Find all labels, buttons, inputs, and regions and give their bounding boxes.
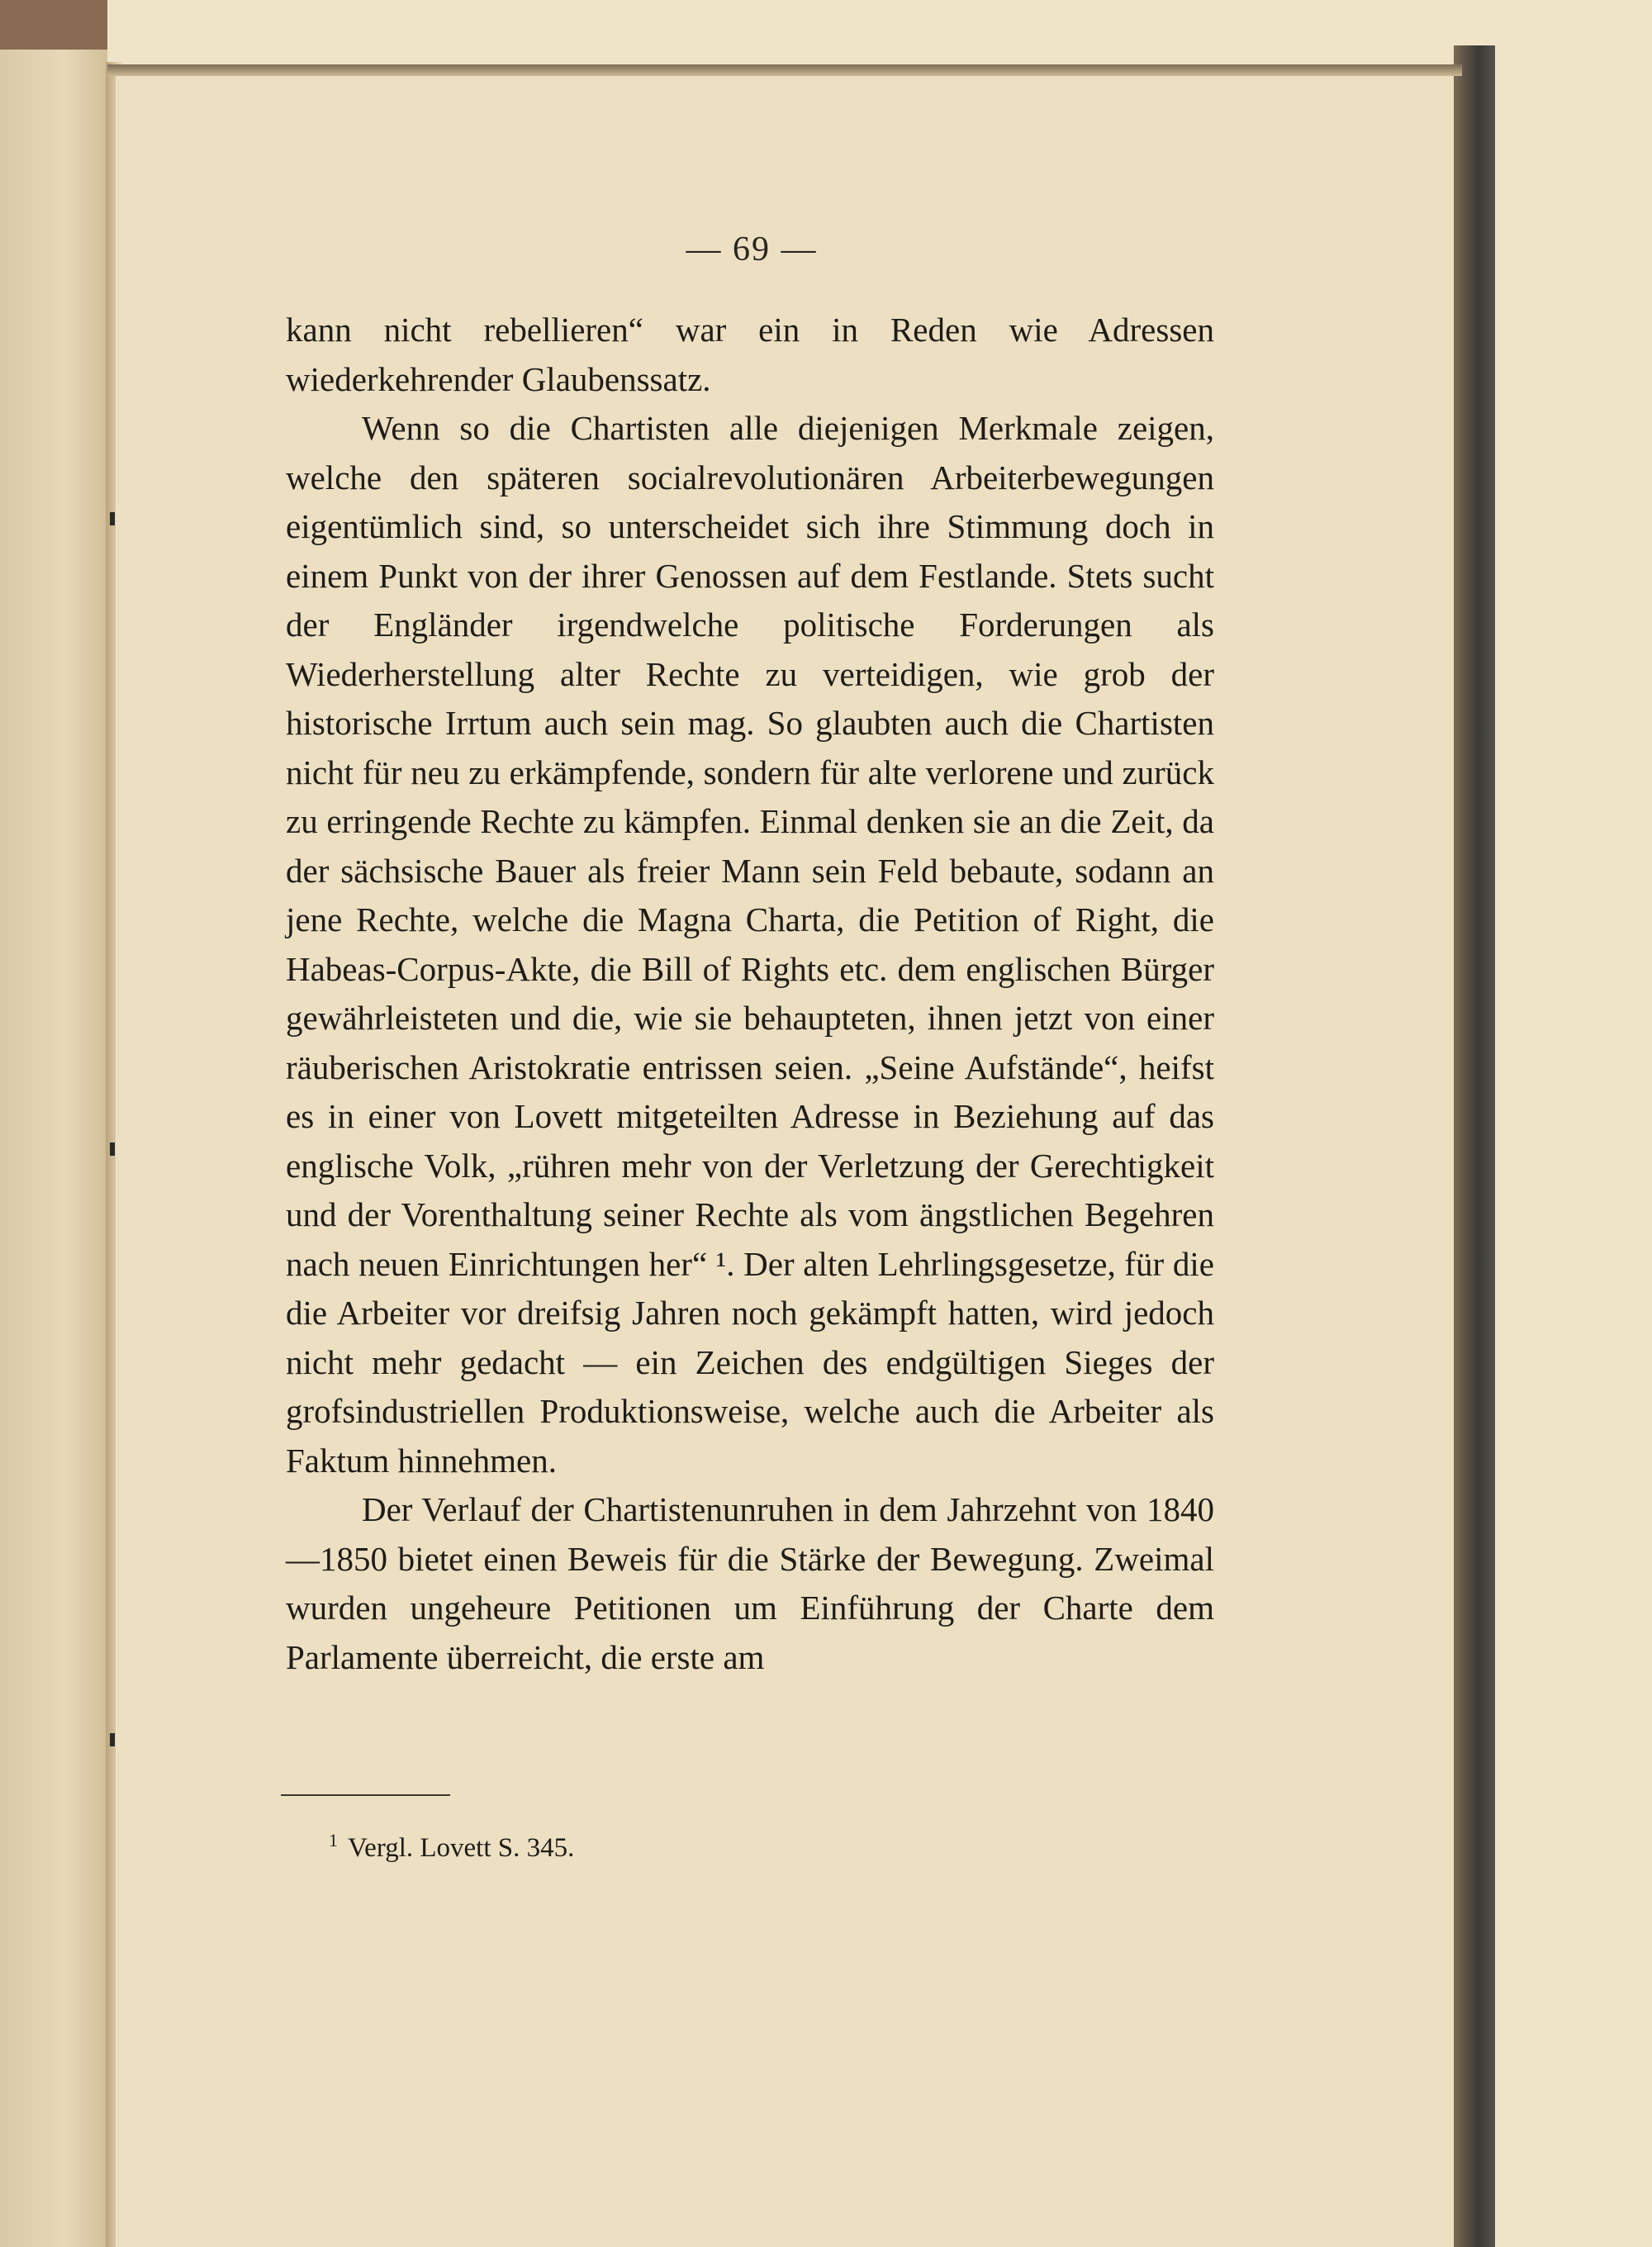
body-text: [286, 306, 1214, 1682]
page-top-edge: [107, 64, 1462, 76]
footnote: [329, 1824, 1072, 1865]
paragraph: Der Verlauf der Chartistenunruhen in dem Jahrzehnt von 1840—1850 bietet einen Beweis für die Stärke der Bewegung. Zweimal wurden ungeheure Petitionen um Einführung der Charte dem Parlamente überreicht, die erste am: [286, 1490, 1214, 1676]
margin-speck: [110, 1143, 115, 1156]
page-number: — 69 —: [686, 230, 818, 268]
paragraph: kann nicht rebellieren“ war ein in Reden wie Adressen wiederkehrender Glaubenssatz.: [286, 311, 1214, 398]
footnote-rule: [281, 1794, 450, 1796]
footnote-mark: 1: [329, 1830, 338, 1850]
book-binding-edge: [1454, 45, 1495, 2247]
margin-speck: [110, 1733, 115, 1746]
facing-page-edge: [0, 50, 107, 2247]
margin-speck: [110, 512, 115, 525]
paragraph: Wenn so die Chartisten alle diejenigen Merkmale zeigen, welche den späteren socialrevolutionären Arbeiterbewegungen eigentümlich sind, so unterscheidet sich ihre Stimmung doch in einem Punkt von der ihrer Genossen auf dem Festlande. Stets sucht der Engländer irgendwelche politische Forderungen als Wiederherstellung alter Rechte zu verteidigen, wie grob der historische Irrtum auch sein mag. So glaubten auch die Chartisten nicht für neu zu erkämpfende, sondern für alte verlorene und zurück zu erringende Rechte zu kämpfen. Einmal denken sie an die Zeit, da der sächsische Bauer als freier Mann sein Feld bebaute, sodann an jene Rechte, welche die Magna Charta, die Petition of Right, die Habeas-Corpus-Akte, die Bill of Rights etc. dem englischen Bürger gewährleisteten und die, wie sie behaupteten, ihnen jetzt von einer räuberischen Aristokratie entrissen seien. „Seine Aufstände“, heifst es in einer von Lovett mitgeteilten Adresse in Beziehung auf das englische Volk, „rühren mehr von der Verletzung der Gerechtigkeit und der Vorenthaltung seiner Rechte als vom ängstlichen Begehren nach neuen Einrichtungen her“ ¹. Der alten Lehrlingsgesetze, für die die Arbeiter vor dreifsig Jahren noch gekämpft hatten, wird jedoch nicht mehr gedacht — ein Zeichen des endgültigen Sieges der grofsindustriellen Produktionsweise, welche auch die Arbeiter als Faktum hinnehmen.: [286, 409, 1214, 1480]
footnote-text: Vergl. Lovett S. 345.: [348, 1833, 575, 1863]
